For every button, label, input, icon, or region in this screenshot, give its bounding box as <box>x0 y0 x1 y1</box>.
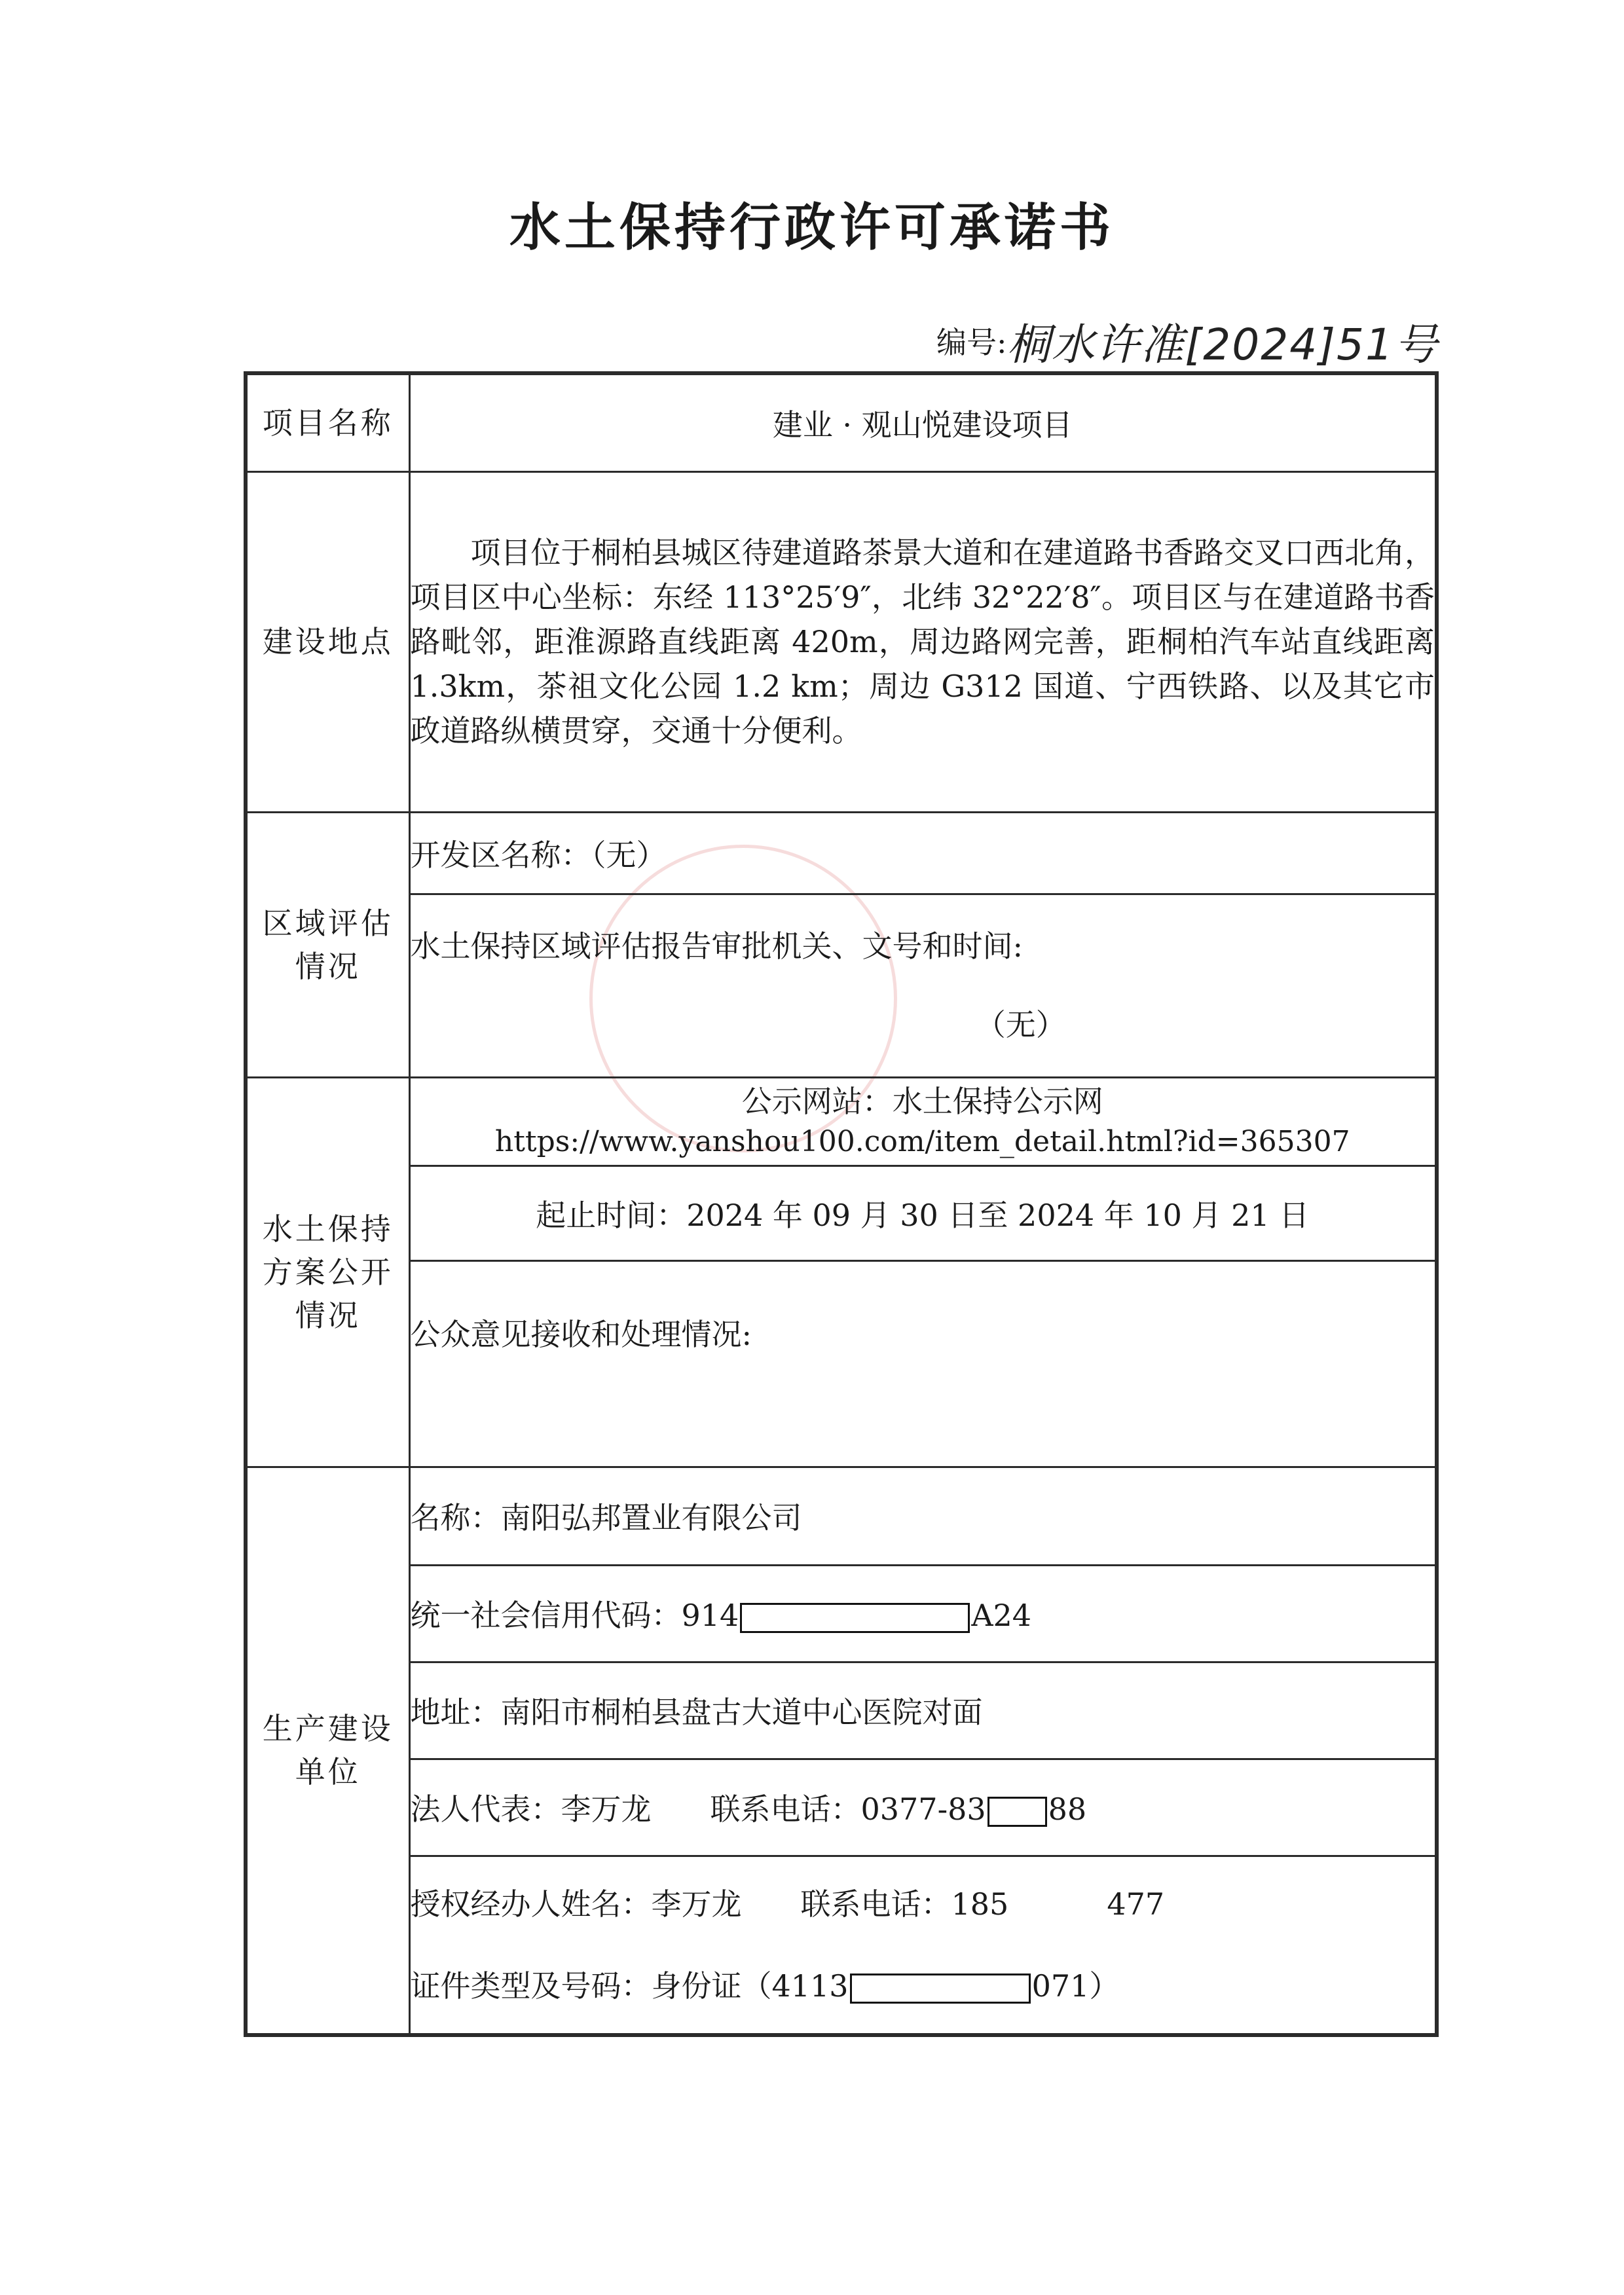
unit-name-row <box>246 1467 1437 1565</box>
credit-code-suffix: A24 <box>971 1598 1032 1633</box>
legal-phone-suffix: 88 <box>1048 1791 1087 1827</box>
agent-phone-prefix: 185 <box>951 1886 1009 1922</box>
regional-report-row <box>246 894 1437 1077</box>
document-title: 水土保持行政许可承诺书 <box>509 198 1115 257</box>
redaction-box <box>740 1603 970 1633</box>
id-prefix: 4113 <box>771 1968 849 2004</box>
legal-phone-prefix: 0377-83 <box>860 1791 986 1827</box>
disclosure-period: 起止时间：2024 年 09 月 30 日至 2024 年 10 月 21 日 <box>409 1166 1437 1260</box>
feedback-label: 公众意见接收和处理情况: <box>409 1260 1437 1467</box>
website-url[interactable]: https://www.yanshou100.com/item_detail.html?id=365307 <box>494 1124 1350 1158</box>
website-label: 公示网站：水土保持公示网 <box>741 1083 1103 1119</box>
devzone-name: 开发区名称：（无） <box>409 812 1437 894</box>
project-label: 项目名称 <box>246 373 409 471</box>
legal-rep: 法人代表：李万龙 <box>410 1791 652 1827</box>
location-label: 建设地点 <box>246 471 409 812</box>
redaction-box <box>987 1797 1047 1827</box>
disclosure-label: 水土保持方案公开情况 <box>246 1077 409 1467</box>
location-description: 项目位于桐柏县城区待建道路茶景大道和在建道路书香路交叉口西北角，项目区中心坐标：东经 113°25′9″，北纬 32°22′8″。项目区与在建道路书香路毗邻，距淮源路直线距离 420m，周边路网完善，距桐柏汽车站直线距离 1.3km，茶祖文化公园 1.2 km；周边 G312 国道、宁西铁路、以及其它市政道路纵横贯穿，交通十分便利。 <box>410 535 1435 748</box>
project-row <box>246 373 1437 471</box>
devzone-row <box>246 812 1437 894</box>
agent-phone-label: 联系电话： <box>800 1886 951 1922</box>
credit-code-label: 统一社会信用代码： <box>410 1598 682 1633</box>
period-row <box>246 1166 1437 1260</box>
project-name: 建业 · 观山悦建设项目 <box>409 373 1437 471</box>
unit-label: 生产建设单位 <box>246 1467 409 2035</box>
credit-code-prefix: 914 <box>681 1598 739 1633</box>
feedback-row <box>246 1260 1437 1467</box>
regional-report-label: 水土保持区域评估报告审批机关、文号和时间: <box>410 928 1023 964</box>
serial-number <box>936 308 1439 373</box>
commitment-form-table <box>244 371 1439 2037</box>
regional-report-value: （无） <box>975 1007 1066 1042</box>
agent-row <box>246 1856 1437 2035</box>
serial-handwritten-value: 桐水许准[2024]51号 <box>1006 319 1439 370</box>
legal-rep-row <box>246 1759 1437 1856</box>
unit-address: 地址：南阳市桐柏县盘古大道中心医院对面 <box>409 1662 1437 1759</box>
website-row <box>246 1077 1437 1166</box>
unit-name: 名称：南阳弘邦置业有限公司 <box>409 1467 1437 1565</box>
regional-label: 区域评估情况 <box>246 812 409 1077</box>
id-label: 证件类型及号码：身份证（ <box>410 1968 772 2004</box>
location-row <box>246 471 1437 812</box>
credit-code-row <box>246 1565 1437 1662</box>
agent-name: 授权经办人姓名：李万龙 <box>410 1886 742 1922</box>
agent-phone-suffix: 477 <box>1107 1886 1165 1922</box>
address-row <box>246 1662 1437 1759</box>
serial-label: 编号: <box>936 325 1007 360</box>
redaction-box <box>850 1974 1031 2004</box>
legal-phone-label: 联系电话： <box>710 1791 861 1827</box>
id-suffix: 071） <box>1031 1968 1120 2004</box>
